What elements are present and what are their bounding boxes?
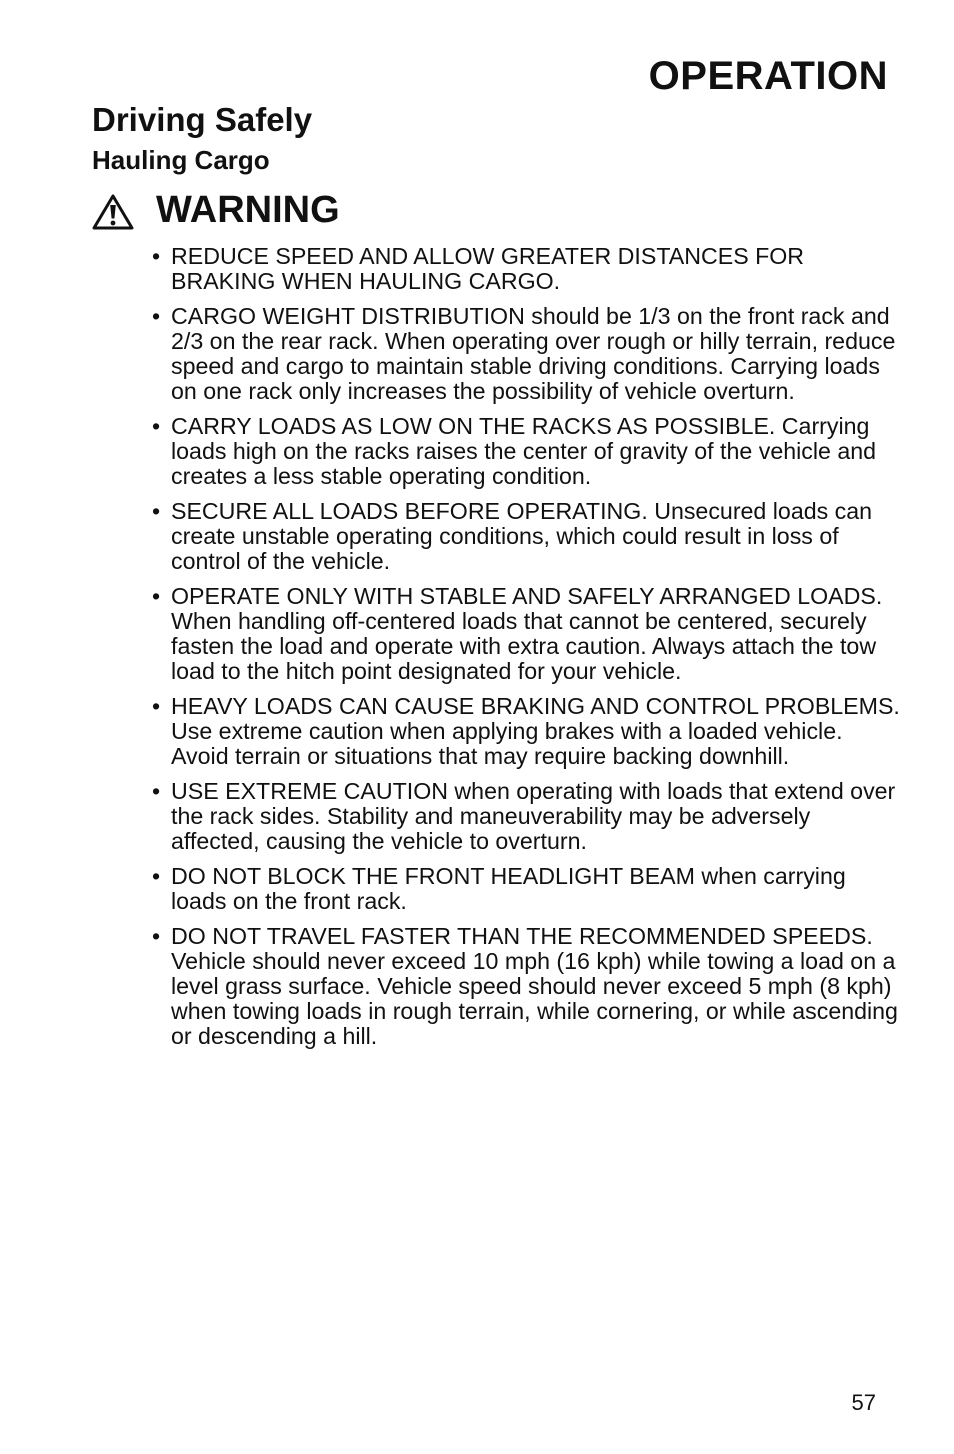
warning-item-text: CARGO WEIGHT DISTRIBUTION should be 1/3 on the front rack and 2/3 on the rear rack. When operating over rough or hilly terrain, reduce speed and cargo to maintain stable driving conditions. Carrying loads on one rack only increases the possibility of vehicle overturn.	[171, 303, 896, 404]
warning-item-text: DO NOT TRAVEL FASTER THAN THE RECOMMENDED SPEEDS. Vehicle should never exceed 10 mph (16 kph) while towing a load on a level grass surface. Vehicle speed should never exceed 5 mph (8 kph) when towing loads in rough terrain, while cornering, or while ascending or descending a hill.	[171, 923, 898, 1049]
warning-item-text: OPERATE ONLY WITH STABLE AND SAFELY ARRANGED LOADS. When handling off-centered loads that cannot be centered, securely fasten the load and operate with extra caution. Always attach the tow load to the hitch point designated for your vehicle.	[171, 583, 883, 684]
warning-item	[152, 779, 904, 854]
warning-item-text: SECURE ALL LOADS BEFORE OPERATING. Unsecured loads can create unstable operating conditions, which could result in loss of control of the vehicle.	[171, 498, 873, 574]
chapter-heading: OPERATION	[648, 54, 888, 98]
warning-item	[152, 584, 904, 684]
warning-item-text: DO NOT BLOCK THE FRONT HEADLIGHT BEAM when carrying loads on the front rack.	[171, 863, 846, 914]
warning-item	[152, 414, 904, 489]
bullet: •	[152, 778, 161, 804]
warning-label: WARNING	[156, 189, 340, 231]
warning-triangle-icon	[92, 194, 134, 230]
bullet: •	[152, 583, 161, 609]
page-number: 57	[851, 1390, 876, 1415]
section-title: Driving Safely	[92, 101, 313, 138]
subsection-title: Hauling Cargo	[92, 145, 270, 175]
bullet: •	[152, 923, 161, 949]
warning-item	[152, 864, 904, 914]
bullet: •	[152, 498, 161, 524]
bullet: •	[152, 413, 161, 439]
warning-item-text: USE EXTREME CAUTION when operating with loads that extend over the rack sides. Stability and maneuverability may be adversely affected, causing the vehicle to overturn.	[171, 778, 896, 854]
bullet: •	[152, 303, 161, 329]
warning-item	[152, 924, 904, 1049]
warning-item-text: HEAVY LOADS CAN CAUSE BRAKING AND CONTROL PROBLEMS. Use extreme caution when applying brakes with a loaded vehicle. Avoid terrain or situations that may require backing downhill.	[171, 693, 900, 769]
warning-item	[152, 244, 904, 294]
bullet: •	[152, 243, 161, 269]
bullet: •	[152, 693, 161, 719]
warning-item-text: CARRY LOADS AS LOW ON THE RACKS AS POSSIBLE. Carrying loads high on the racks raises the center of gravity of the vehicle and creates a less stable operating condition.	[171, 413, 877, 489]
warning-list	[152, 244, 904, 1059]
bullet: •	[152, 863, 161, 889]
warning-heading	[92, 190, 340, 230]
warning-item	[152, 499, 904, 574]
warning-item	[152, 694, 904, 769]
warning-item-text: REDUCE SPEED AND ALLOW GREATER DISTANCES FOR BRAKING WHEN HAULING CARGO.	[171, 243, 805, 294]
warning-item	[152, 304, 904, 404]
